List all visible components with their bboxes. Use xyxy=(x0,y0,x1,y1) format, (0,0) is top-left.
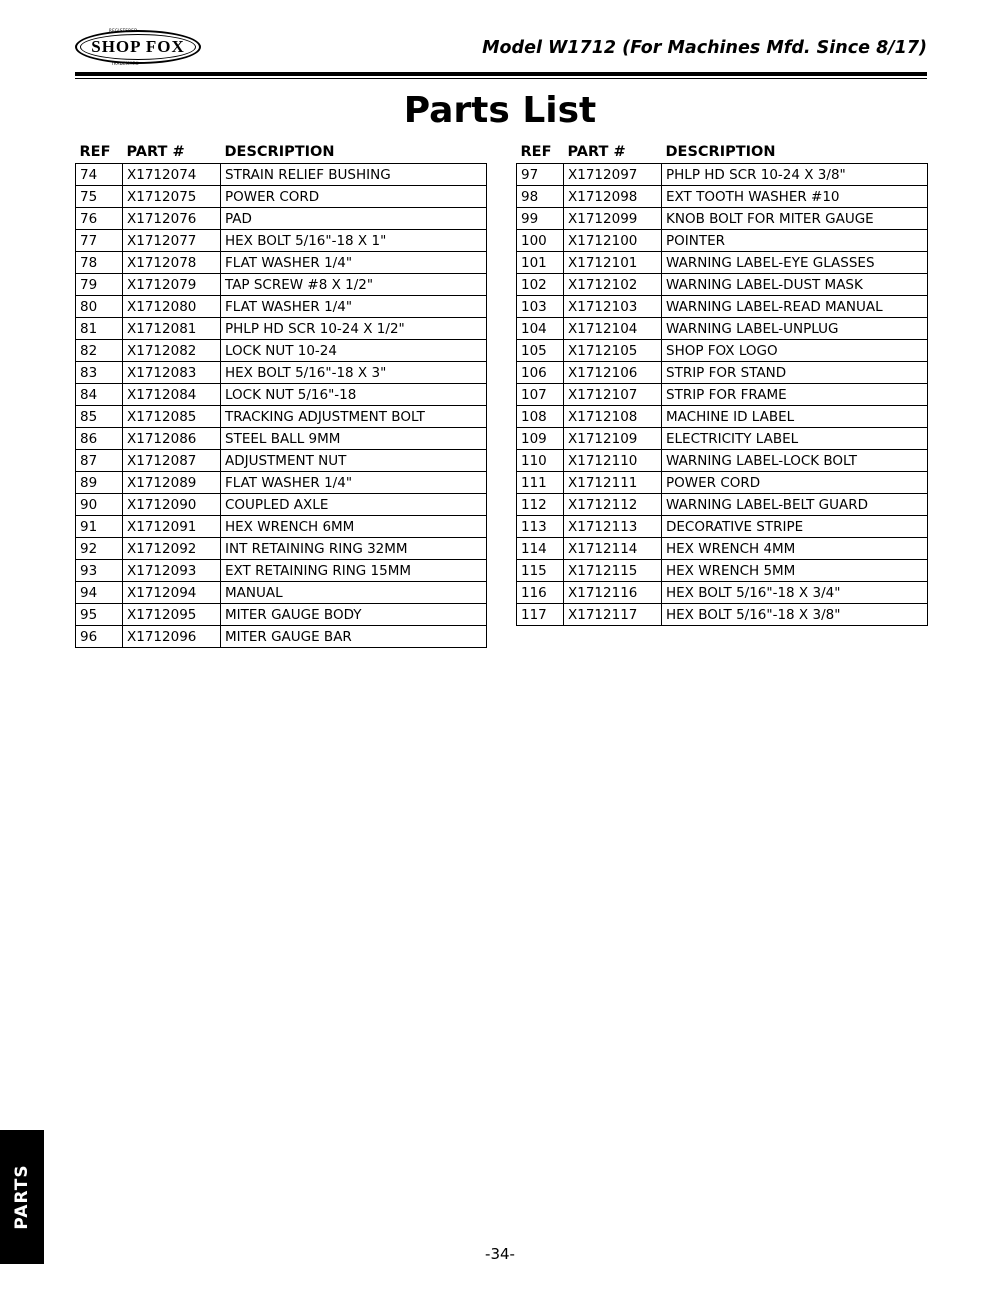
cell-ref: 90 xyxy=(76,494,123,516)
cell-ref: 83 xyxy=(76,362,123,384)
cell-desc: PHLP HD SCR 10-24 X 3/8" xyxy=(662,164,928,186)
table-row xyxy=(76,274,487,296)
table-row xyxy=(76,516,487,538)
cell-desc: TAP SCREW #8 X 1/2" xyxy=(221,274,487,296)
cell-part: X1712091 xyxy=(123,516,221,538)
column-header-ref: REF xyxy=(79,144,111,160)
cell-desc: DECORATIVE STRIPE xyxy=(662,516,928,538)
cell-part: X1712087 xyxy=(123,450,221,472)
cell-desc: HEX BOLT 5/16"-18 X 3" xyxy=(221,362,487,384)
section-tab-parts xyxy=(0,1130,44,1264)
cell-ref: 114 xyxy=(517,538,564,560)
cell-ref: 111 xyxy=(517,472,564,494)
parts-table-left-body xyxy=(76,164,487,648)
cell-part: X1712115 xyxy=(564,560,662,582)
cell-part: X1712099 xyxy=(564,208,662,230)
table-row xyxy=(76,340,487,362)
table-header-row xyxy=(76,143,487,164)
cell-desc: WARNING LABEL-BELT GUARD xyxy=(662,494,928,516)
cell-ref: 80 xyxy=(76,296,123,318)
cell-desc: PHLP HD SCR 10-24 X 1/2" xyxy=(221,318,487,340)
page-header xyxy=(75,22,927,74)
cell-ref: 105 xyxy=(517,340,564,362)
cell-desc: MITER GAUGE BODY xyxy=(221,604,487,626)
cell-desc: INT RETAINING RING 32MM xyxy=(221,538,487,560)
table-row xyxy=(517,230,928,252)
cell-ref: 103 xyxy=(517,296,564,318)
table-row xyxy=(517,340,928,362)
column-header-part: PART # xyxy=(567,144,626,160)
cell-desc: SHOP FOX LOGO xyxy=(662,340,928,362)
cell-desc: LOCK NUT 5/16"-18 xyxy=(221,384,487,406)
cell-ref: 99 xyxy=(517,208,564,230)
cell-desc: WARNING LABEL-READ MANUAL xyxy=(662,296,928,318)
cell-part: X1712075 xyxy=(123,186,221,208)
cell-part: X1712106 xyxy=(564,362,662,384)
shop-fox-logo xyxy=(75,28,203,68)
cell-ref: 82 xyxy=(76,340,123,362)
parts-tables xyxy=(75,143,927,648)
cell-part: X1712082 xyxy=(123,340,221,362)
cell-ref: 81 xyxy=(76,318,123,340)
cell-part: X1712117 xyxy=(564,604,662,626)
cell-desc: HEX WRENCH 4MM xyxy=(662,538,928,560)
cell-ref: 76 xyxy=(76,208,123,230)
cell-part: X1712114 xyxy=(564,538,662,560)
table-row xyxy=(76,538,487,560)
cell-part: X1712098 xyxy=(564,186,662,208)
model-line: Model W1712 (For Machines Mfd. Since 8/17) xyxy=(482,38,927,58)
cell-ref: 110 xyxy=(517,450,564,472)
cell-ref: 106 xyxy=(517,362,564,384)
cell-part: X1712085 xyxy=(123,406,221,428)
cell-ref: 91 xyxy=(76,516,123,538)
cell-part: X1712094 xyxy=(123,582,221,604)
page-number: -34- xyxy=(485,1245,515,1263)
cell-desc: LOCK NUT 10-24 xyxy=(221,340,487,362)
table-row xyxy=(76,186,487,208)
cell-ref: 117 xyxy=(517,604,564,626)
table-row xyxy=(76,230,487,252)
cell-desc: WARNING LABEL-DUST MASK xyxy=(662,274,928,296)
cell-ref: 85 xyxy=(76,406,123,428)
cell-part: X1712084 xyxy=(123,384,221,406)
cell-desc: WARNING LABEL-EYE GLASSES xyxy=(662,252,928,274)
cell-desc: HEX BOLT 5/16"-18 X 3/8" xyxy=(662,604,928,626)
cell-ref: 101 xyxy=(517,252,564,274)
cell-desc: POINTER xyxy=(662,230,928,252)
column-header-part: PART # xyxy=(126,144,185,160)
cell-ref: 89 xyxy=(76,472,123,494)
logo-tiny-bottom-text: TRADEMARK xyxy=(111,61,139,66)
table-row xyxy=(76,582,487,604)
table-header-row xyxy=(517,143,928,164)
cell-part: X1712089 xyxy=(123,472,221,494)
cell-desc: STEEL BALL 9MM xyxy=(221,428,487,450)
table-row xyxy=(517,538,928,560)
cell-desc: FLAT WASHER 1/4" xyxy=(221,252,487,274)
column-header-description: DESCRIPTION xyxy=(665,144,776,160)
cell-ref: 115 xyxy=(517,560,564,582)
cell-desc: HEX WRENCH 5MM xyxy=(662,560,928,582)
table-row xyxy=(76,450,487,472)
cell-ref: 109 xyxy=(517,428,564,450)
cell-desc: MANUAL xyxy=(221,582,487,604)
cell-desc: STRAIN RELIEF BUSHING xyxy=(221,164,487,186)
parts-table-left xyxy=(75,143,487,648)
cell-ref: 95 xyxy=(76,604,123,626)
cell-desc: KNOB BOLT FOR MITER GAUGE xyxy=(662,208,928,230)
cell-part: X1712112 xyxy=(564,494,662,516)
table-row xyxy=(517,450,928,472)
cell-part: X1712102 xyxy=(564,274,662,296)
cell-desc: PAD xyxy=(221,208,487,230)
table-row xyxy=(517,406,928,428)
cell-desc: FLAT WASHER 1/4" xyxy=(221,296,487,318)
cell-part: X1712076 xyxy=(123,208,221,230)
table-row xyxy=(517,296,928,318)
cell-part: X1712083 xyxy=(123,362,221,384)
cell-ref: 84 xyxy=(76,384,123,406)
parts-column-right xyxy=(516,143,927,648)
cell-desc: STRIP FOR FRAME xyxy=(662,384,928,406)
cell-desc: HEX BOLT 5/16"-18 X 3/4" xyxy=(662,582,928,604)
table-row xyxy=(517,362,928,384)
cell-part: X1712093 xyxy=(123,560,221,582)
cell-desc: FLAT WASHER 1/4" xyxy=(221,472,487,494)
cell-part: X1712105 xyxy=(564,340,662,362)
header-rule-thin xyxy=(75,78,927,79)
table-row xyxy=(517,428,928,450)
cell-part: X1712090 xyxy=(123,494,221,516)
logo-tiny-top-text: REGISTERED xyxy=(109,28,138,33)
cell-ref: 100 xyxy=(517,230,564,252)
table-row xyxy=(76,384,487,406)
cell-ref: 77 xyxy=(76,230,123,252)
cell-part: X1712104 xyxy=(564,318,662,340)
cell-desc: TRACKING ADJUSTMENT BOLT xyxy=(221,406,487,428)
cell-part: X1712080 xyxy=(123,296,221,318)
cell-ref: 75 xyxy=(76,186,123,208)
cell-part: X1712078 xyxy=(123,252,221,274)
cell-ref: 108 xyxy=(517,406,564,428)
table-row xyxy=(517,186,928,208)
cell-desc: WARNING LABEL-UNPLUG xyxy=(662,318,928,340)
table-row xyxy=(76,626,487,648)
cell-part: X1712097 xyxy=(564,164,662,186)
parts-table-right-body xyxy=(517,164,928,626)
cell-ref: 113 xyxy=(517,516,564,538)
cell-part: X1712109 xyxy=(564,428,662,450)
cell-desc: HEX BOLT 5/16"-18 X 1" xyxy=(221,230,487,252)
parts-column-left xyxy=(75,143,486,648)
cell-desc: POWER CORD xyxy=(221,186,487,208)
cell-part: X1712103 xyxy=(564,296,662,318)
table-row xyxy=(517,164,928,186)
table-row xyxy=(76,362,487,384)
table-row xyxy=(76,428,487,450)
cell-ref: 116 xyxy=(517,582,564,604)
cell-part: X1712077 xyxy=(123,230,221,252)
page-title: Parts List xyxy=(403,90,597,131)
column-header-description: DESCRIPTION xyxy=(224,144,335,160)
cell-part: X1712086 xyxy=(123,428,221,450)
table-row xyxy=(517,274,928,296)
cell-desc: STRIP FOR STAND xyxy=(662,362,928,384)
cell-ref: 87 xyxy=(76,450,123,472)
table-row xyxy=(517,560,928,582)
table-row xyxy=(76,252,487,274)
section-tab-label: PARTS xyxy=(12,1164,32,1230)
cell-ref: 102 xyxy=(517,274,564,296)
table-row xyxy=(517,516,928,538)
cell-part: X1712116 xyxy=(564,582,662,604)
table-row xyxy=(517,252,928,274)
cell-desc: HEX WRENCH 6MM xyxy=(221,516,487,538)
cell-part: X1712107 xyxy=(564,384,662,406)
cell-part: X1712081 xyxy=(123,318,221,340)
cell-part: X1712110 xyxy=(564,450,662,472)
cell-desc: EXT RETAINING RING 15MM xyxy=(221,560,487,582)
cell-desc: EXT TOOTH WASHER #10 xyxy=(662,186,928,208)
cell-desc: MACHINE ID LABEL xyxy=(662,406,928,428)
cell-part: X1712096 xyxy=(123,626,221,648)
table-row xyxy=(517,494,928,516)
cell-ref: 74 xyxy=(76,164,123,186)
cell-ref: 78 xyxy=(76,252,123,274)
table-row xyxy=(76,604,487,626)
cell-part: X1712101 xyxy=(564,252,662,274)
table-row xyxy=(76,472,487,494)
column-header-ref: REF xyxy=(520,144,552,160)
parts-table-right xyxy=(516,143,928,626)
cell-desc: ADJUSTMENT NUT xyxy=(221,450,487,472)
cell-desc: ELECTRICITY LABEL xyxy=(662,428,928,450)
table-row xyxy=(517,604,928,626)
table-row xyxy=(76,406,487,428)
table-row xyxy=(76,208,487,230)
table-row xyxy=(517,384,928,406)
cell-part: X1712108 xyxy=(564,406,662,428)
cell-part: X1712100 xyxy=(564,230,662,252)
cell-desc: COUPLED AXLE xyxy=(221,494,487,516)
cell-part: X1712113 xyxy=(564,516,662,538)
cell-desc: WARNING LABEL-LOCK BOLT xyxy=(662,450,928,472)
cell-ref: 96 xyxy=(76,626,123,648)
cell-desc: POWER CORD xyxy=(662,472,928,494)
cell-ref: 104 xyxy=(517,318,564,340)
cell-ref: 97 xyxy=(517,164,564,186)
cell-part: X1712079 xyxy=(123,274,221,296)
table-row xyxy=(76,296,487,318)
cell-desc: MITER GAUGE BAR xyxy=(221,626,487,648)
table-row xyxy=(517,472,928,494)
cell-ref: 92 xyxy=(76,538,123,560)
cell-ref: 98 xyxy=(517,186,564,208)
cell-ref: 79 xyxy=(76,274,123,296)
cell-ref: 86 xyxy=(76,428,123,450)
table-row xyxy=(76,318,487,340)
cell-part: X1712074 xyxy=(123,164,221,186)
cell-ref: 107 xyxy=(517,384,564,406)
table-row xyxy=(517,208,928,230)
table-row xyxy=(517,582,928,604)
table-row xyxy=(76,164,487,186)
cell-part: X1712092 xyxy=(123,538,221,560)
cell-ref: 93 xyxy=(76,560,123,582)
cell-ref: 94 xyxy=(76,582,123,604)
cell-part: X1712111 xyxy=(564,472,662,494)
logo-wordmark: SHOP FOX xyxy=(91,37,185,56)
table-row xyxy=(76,494,487,516)
table-row xyxy=(76,560,487,582)
cell-ref: 112 xyxy=(517,494,564,516)
header-rule-thick xyxy=(75,72,927,76)
cell-part: X1712095 xyxy=(123,604,221,626)
table-row xyxy=(517,318,928,340)
